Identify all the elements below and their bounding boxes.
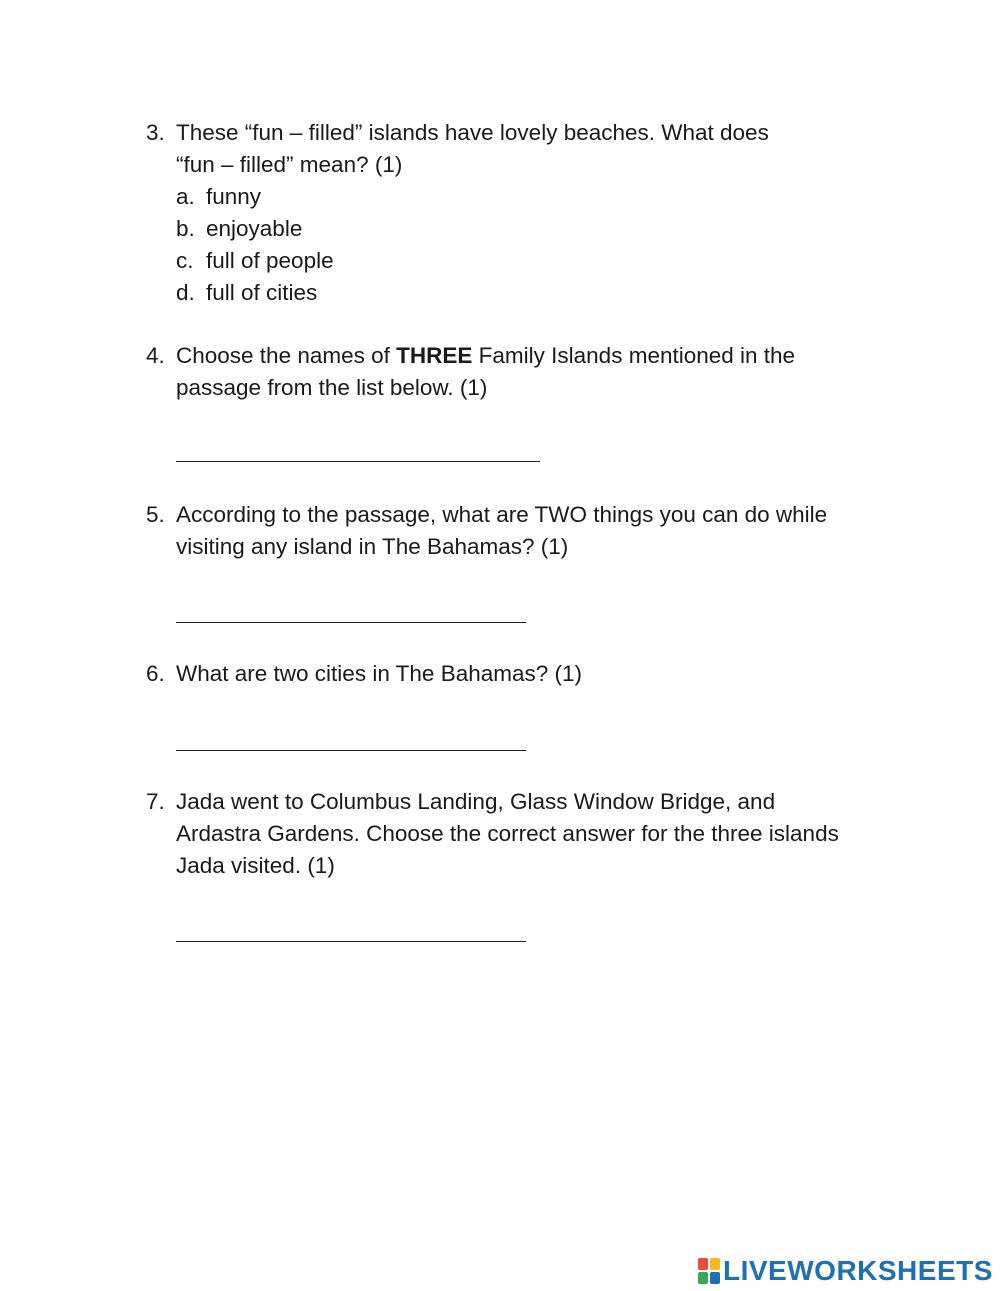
option-text: funny: [206, 184, 262, 209]
liveworksheets-blocks-icon: [698, 1258, 720, 1284]
question-text-line: What are two cities in The Bahamas? (1): [176, 661, 583, 686]
emphasis-three: THREE: [396, 343, 473, 368]
question-text-line: Jada went to Columbus Landing, Glass Window Bridge, and: [176, 789, 776, 814]
logo-block: [710, 1258, 720, 1270]
answer-line-5[interactable]: [176, 622, 526, 623]
answer-line-6[interactable]: [176, 750, 526, 751]
question-text-line: Jada visited. (1): [176, 853, 335, 878]
question-number: 6.: [146, 661, 165, 686]
brand-name: LIVEWORKSHEETS: [723, 1255, 993, 1286]
question-text-line: “fun – filled” mean? (1): [176, 152, 403, 177]
option-a[interactable]: [176, 181, 769, 213]
option-text: full of cities: [206, 280, 318, 305]
logo-block: [710, 1272, 720, 1284]
question-4: [146, 340, 795, 404]
question-text-segment: Choose the names of: [176, 343, 397, 368]
option-letter: c.: [176, 248, 194, 273]
answer-line-4[interactable]: [176, 461, 540, 462]
question-7: [146, 786, 839, 882]
logo-block: [698, 1272, 708, 1284]
question-text-line: [176, 340, 795, 372]
option-b[interactable]: [176, 213, 769, 245]
option-text: enjoyable: [206, 216, 303, 241]
question-text-line: Ardastra Gardens. Choose the correct answer for the three islands: [176, 821, 839, 846]
option-text: full of people: [206, 248, 334, 273]
question-3: [146, 117, 769, 309]
question-number: 4.: [146, 343, 165, 368]
question-text-line: passage from the list below. (1): [176, 375, 488, 400]
question-5: [146, 499, 827, 563]
option-letter: a.: [176, 184, 195, 209]
question-number: 3.: [146, 120, 165, 145]
question-text-line: According to the passage, what are TWO things you can do while: [176, 502, 828, 527]
answer-line-7[interactable]: [176, 941, 526, 942]
question-text-line: visiting any island in The Bahamas? (1): [176, 534, 569, 559]
liveworksheets-brand[interactable]: [698, 1256, 993, 1286]
question-number: 5.: [146, 502, 165, 527]
question-text-line: These “fun – filled” islands have lovely beaches. What does: [176, 120, 769, 145]
option-letter: b.: [176, 216, 195, 241]
question-text-segment: Family Islands mentioned in the: [472, 343, 796, 368]
question-number: 7.: [146, 789, 165, 814]
question-6: [146, 658, 582, 690]
option-letter: d.: [176, 280, 195, 305]
logo-block: [698, 1258, 708, 1270]
option-d[interactable]: [176, 277, 769, 309]
option-c[interactable]: [176, 245, 769, 277]
